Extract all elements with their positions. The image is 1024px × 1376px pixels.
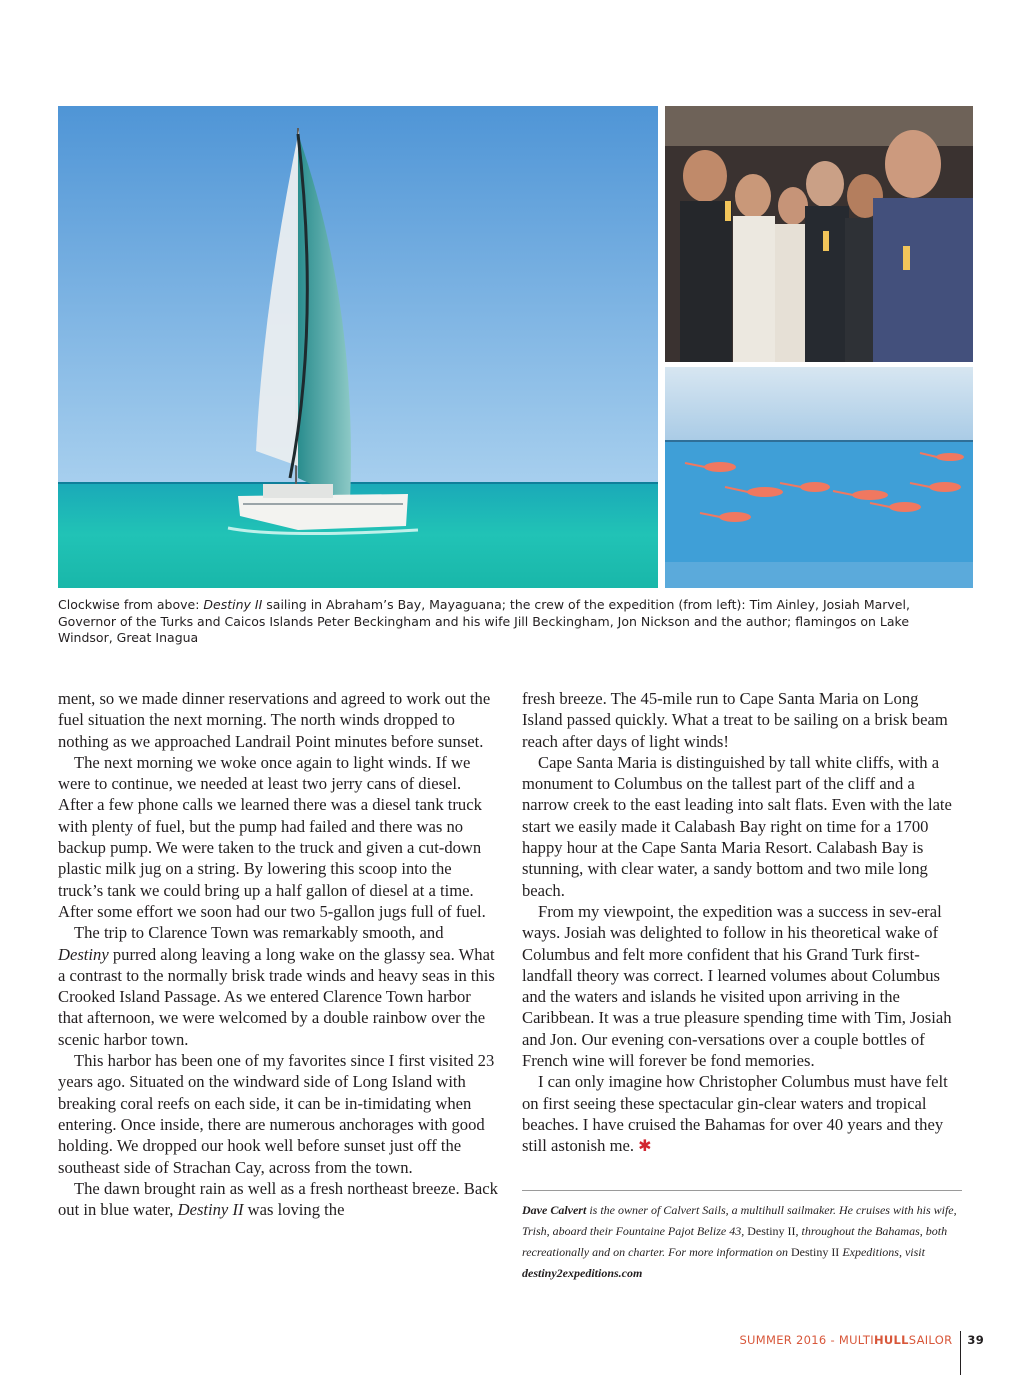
crew-illustration — [665, 106, 973, 362]
caption-rest: sailing in Abraham’s Bay, Mayaguana; the crew of the expedition (from left): Tim Ainley, Josiah Marvel, Governor of the Turks and Caicos Islands Peter Beckingham and his wife Jill Beckingham, Jon Nickson and the author; flamingos on Lake Windsor, Great Inagua — [58, 597, 910, 645]
bio-divider — [522, 1190, 962, 1191]
paragraph: Cape Santa Maria is distinguished by tall white cliffs, with a monument to Columbus on the tallest part of the cliff and a narrow creek to the east leading into salt flats. Even with the late start we easily made it Calabash Bay right on time for a 1700 happy hour at the Cape Santa Maria Resort. Calabash Bay is stunning, with clear water, a sandy bottom and two mile long beach. — [522, 752, 952, 900]
paragraph: fresh breeze. The 45-mile run to Cape Santa Maria on Long Island passed quickly. What a treat to be sailing on a brisk beam reach after days of light winds! — [522, 689, 948, 751]
footer-issue: SUMMER 2016 - MULTI — [739, 1333, 874, 1347]
paragraph-text: The trip to Clarence Town was remarkably smooth, and — [74, 923, 444, 943]
paragraph: This harbor has been one of my favorites since I first visited 23 years ago. Situated on the windward side of Long Island with breaking coral reefs on each side, it can be in-timidating when entering. Once inside, there are numerous anchorages with good holding. We dropped our hook well before sunset just off the southeast side of Strachan Cay, across from the town. — [58, 1051, 495, 1177]
boat-name: Destiny II — [177, 1200, 244, 1220]
page-footer — [739, 1331, 984, 1349]
website-link[interactable]: destiny2expeditions.com — [522, 1266, 643, 1280]
page-number: 39 — [967, 1333, 984, 1347]
boat-name: Destiny II — [747, 1224, 796, 1238]
paragraph-text: I can only imagine how Christopher Columbus must have felt on first seeing these spectacular gin-clear waters and tropical beaches. I have cruised the Bahamas for over 40 years and they still astonish me. — [522, 1072, 948, 1156]
bio-text: is the owner of Calvert Sails, a multihull sailmaker. He cruises with his wife, Trish, aboard their Fountaine Pajot Belize 43, — [522, 1203, 957, 1238]
footer-magazine-sailor: SAILOR — [908, 1333, 953, 1347]
paragraph-text: The dawn brought rain as well as a fresh northeast breeze. Back out in blue water, — [58, 1178, 498, 1220]
paragraph: ment, so we made dinner reservations and agreed to work out the fuel situation the next morning. The north winds dropped to nothing as we approached Landrail Point minutes before sunset. — [58, 689, 491, 751]
paragraph: The next morning we woke once again to light winds. If we were to continue, we needed at least two jerry cans of diesel. After a few phone calls we learned there was a diesel tank truck with plenty of fuel, but the pump had failed and there was no backup pump. We were taken to the truck and given a cut-down plastic milk jug on a string. By lowering this scoop into the truck’s tank we could bring up a half gallon of diesel at a time. After some effort we soon had our two 5-gallon jugs full of fuel. — [58, 752, 486, 921]
caption-intro: Clockwise from above: — [58, 597, 204, 612]
bio-text: Expeditions, visit — [839, 1245, 925, 1259]
boat-name: Destiny II — [790, 1245, 840, 1259]
footer-magazine-hull: HULL — [873, 1333, 909, 1347]
author-name: Dave Calvert — [522, 1203, 587, 1217]
flamingos-illustration — [665, 367, 973, 588]
crew-photo — [665, 106, 973, 362]
article-column-right — [522, 688, 962, 1157]
boat-name: Destiny — [58, 944, 109, 964]
article-column-left — [58, 688, 498, 1220]
paragraph — [522, 1071, 962, 1156]
photo-caption — [58, 597, 958, 647]
caption-boat-name: Destiny II — [203, 597, 263, 612]
paragraph — [58, 922, 498, 1050]
catamaran-illustration — [58, 106, 658, 588]
paragraph — [58, 1178, 498, 1221]
paragraph-text: purred along leaving a long wake on the glassy sea. What a contrast to the normally brisk trade winds and heavy seas in this Crooked Island Passage. As we entered Clarence Town harbor that afternoon, we were welcomed by a double rainbow over the scenic harbor town. — [58, 944, 495, 1049]
flamingos-photo — [665, 367, 973, 588]
paragraph-text: was loving the — [243, 1200, 345, 1220]
author-bio — [522, 1200, 962, 1284]
end-mark-icon: ✱ — [638, 1136, 652, 1156]
catamaran-photo — [58, 106, 658, 588]
paragraph: From my viewpoint, the expedition was a success in sev-eral ways. Josiah was delighted to follow in his theoretical wake of Columbus and felt more confident that his Grand Turk first-landfall theory was correct. I learned volumes about Columbus and the waters and islands he visited upon arriving in the Caribbean. It was a true pleasure spending time with Tim, Josiah and Jon. Our evening con-versations over a couple bottles of French wine will forever be fond memories. — [522, 901, 952, 1071]
bio-text: , throughout the Bahamas, both recreationally and on charter. For more information on — [522, 1224, 948, 1259]
footer-separator — [960, 1331, 961, 1375]
